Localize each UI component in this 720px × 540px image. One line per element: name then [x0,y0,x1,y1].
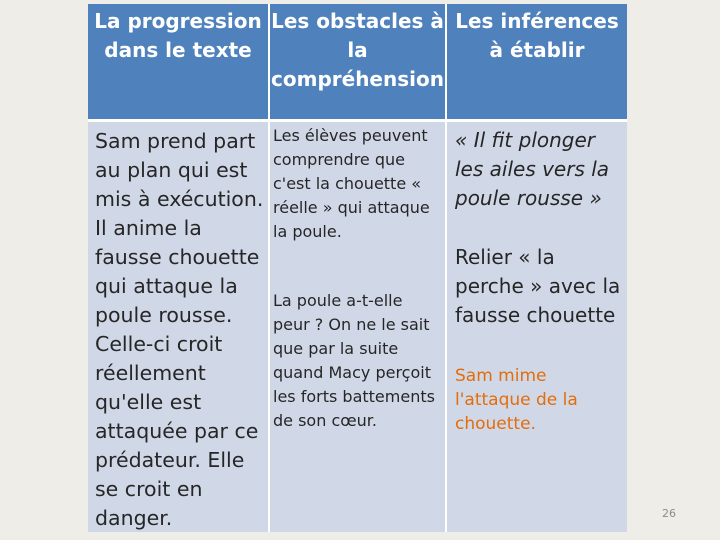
obstacle-text-2: La poule a-t-elle peur ? On ne le sait que par la suite quand Macy perçoit les forts battements de son cœur. [273,291,435,430]
page-number: 26 [662,507,676,520]
header-progression: La progression dans le texte [88,4,268,119]
inference-link: Relier « la perche » avec la fausse chouette [455,245,621,327]
inference-table [88,4,627,532]
obstacle-text-1: Les élèves peuvent comprendre que c'est la chouette « réelle » qui attaque la poule. [273,126,430,241]
header-obstacles: Les obstacles à la compréhension [270,4,445,119]
inference-note: Sam mime l'attaque de la chouette. [455,366,578,434]
progression-text: Sam prend part au plan qui est mis à exécution. Il anime la fausse chouette qui attaque la poule rousse. Celle-ci croit réellement qu'elle est attaquée par ce prédateur. Elle se croit en danger. [95,129,264,530]
cell-obstacles [270,122,445,532]
inference-quote: « Il fit plonger les ailes vers la poule rousse » [455,128,610,210]
cell-progression [88,122,268,532]
header-inferences: Les inférences à établir [447,4,627,119]
cell-inferences [447,122,627,532]
